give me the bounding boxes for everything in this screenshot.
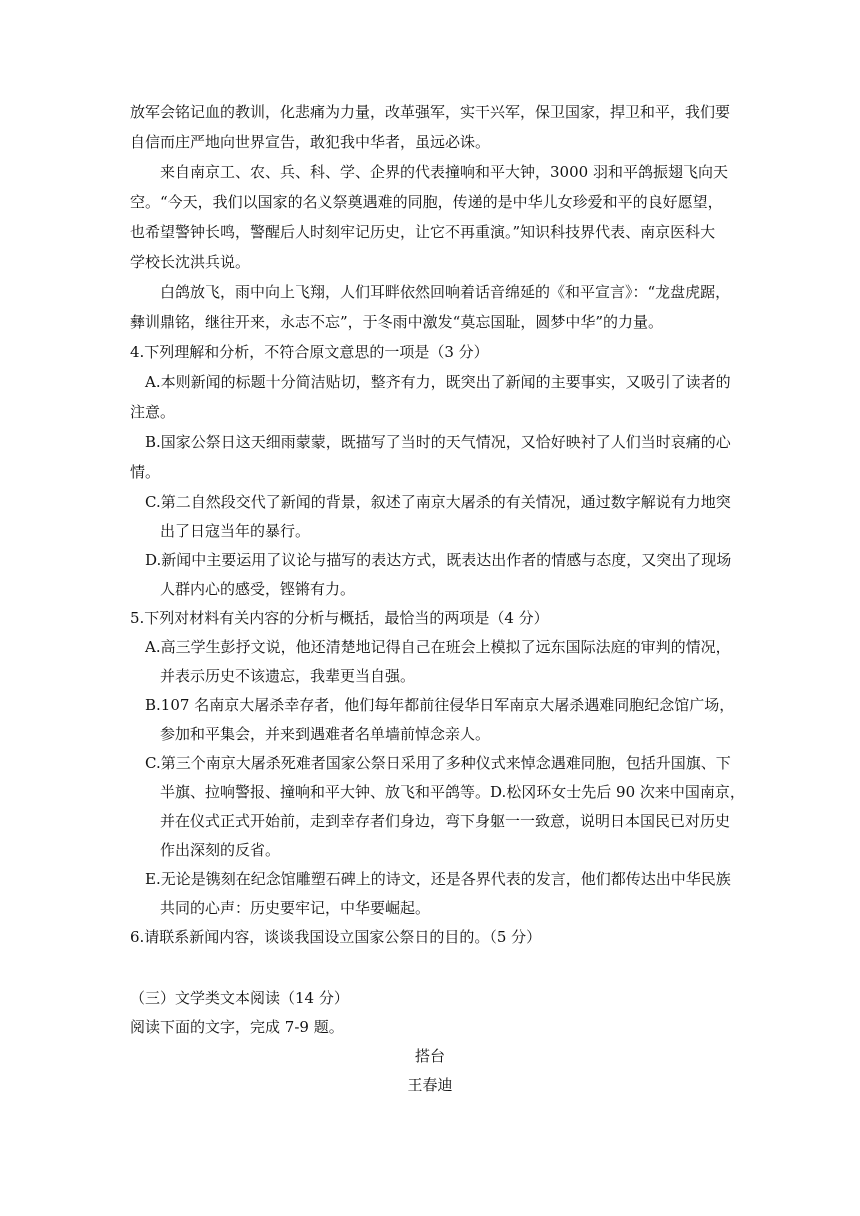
- question-5-stem: 5.下列对材料有关内容的分析与概括，最恰当的两项是（4 分）: [130, 609, 549, 627]
- passage-line: 来自南京工、农、兵、科、学、企界的代表撞响和平大钟，3000 羽和平鸽振翅飞向天: [160, 163, 728, 181]
- q5-option-e-cont: 共同的心声：历史要牢记，中华要崛起。: [160, 899, 431, 917]
- passage-line: 自信而庄严地向世界宣告，敢犯我中华者，虽远必诛。: [130, 133, 491, 151]
- q4-option-d-cont: 人群内心的感受，铿锵有力。: [160, 580, 356, 598]
- q5-option-e: E.无论是镌刻在纪念馆雕塑石碑上的诗文，还是各界代表的发言，他们都传达出中华民族: [145, 870, 731, 888]
- section-heading: （三）文学类文本阅读（14 分）: [130, 989, 349, 1007]
- q4-option-c-cont: 出了日寇当年的暴行。: [160, 522, 311, 540]
- q4-option-d: D.新闻中主要运用了议论与描写的表达方式，既表达出作者的情感与态度，又突出了现场: [145, 551, 732, 569]
- section-instruction: 阅读下面的文字，完成 7-9 题。: [130, 1018, 344, 1036]
- q5-option-b-cont: 参加和平集会，并来到遇难者名单墙前悼念亲人。: [160, 725, 491, 743]
- question-6-stem: 6.请联系新闻内容，谈谈我国设立国家公祭日的目的。（5 分）: [130, 928, 542, 946]
- q5-option-b: B.107 名南京大屠杀幸存者，他们每年都前往侵华日军南京大屠杀遇难同胞纪念馆广场，: [145, 696, 735, 714]
- q5-option-d-cont: 作出深刻的反省。: [160, 841, 281, 859]
- passage-line: 空。“今天，我们以国家的名义祭奠遇难的同胞，传递的是中华儿女珍爱和平的良好愿望，: [130, 193, 723, 211]
- q4-option-a: A.本则新闻的标题十分简洁贴切，整齐有力，既突出了新闻的主要事实，又吸引了读者的: [145, 373, 731, 391]
- q4-option-a-cont: 注意。: [130, 403, 176, 421]
- q5-option-d-cont: 并在仪式正式开始前，走到幸存者们身边，弯下身躯一一致意，说明日本国民已对历史: [160, 812, 731, 830]
- passage-line: 白鸽放飞，雨中向上飞翔，人们耳畔依然回响着话音绵延的《和平宣言》：“龙盘虎踞，: [160, 283, 731, 301]
- question-4-stem: 4.下列理解和分析，不符合原文意思的一项是（3 分）: [130, 343, 489, 361]
- q5-option-a: A.高三学生彭抒文说，他还清楚地记得自己在班会上模拟了远东国际法庭的审判的情况，: [145, 638, 731, 656]
- q4-option-b: B.国家公祭日这天细雨蒙蒙，既描写了当时的天气情况，又恰好映衬了人们当时哀痛的心: [145, 433, 731, 451]
- q4-option-c: C.第二自然段交代了新闻的背景，叙述了南京大屠杀的有关情况，通过数字解说有力地突: [145, 493, 731, 511]
- story-author: 王春迪: [407, 1076, 453, 1094]
- q5-option-c: C.第三个南京大屠杀死难者国家公祭日采用了多种仪式来悼念遇难同胞，包括升国旗、下: [145, 754, 731, 772]
- passage-line: 彝训鼎铭，继往开来，永志不忘”，于冬雨中激发“莫忘国耻，圆梦中华”的力量。: [130, 313, 664, 331]
- passage-line: 放军会铭记血的教训，化悲痛为力量，改革强军，实干兴军，保卫国家，捍卫和平，我们要: [130, 103, 731, 121]
- passage-line: 学校长沈洪兵说。: [130, 253, 251, 271]
- q4-option-b-cont: 情。: [130, 463, 161, 481]
- q5-option-c-cont: 半旗、拉响警报、撞响和平大钟、放飞和平鸽等。D.松冈环女士先后 90 次来中国南京，: [160, 783, 745, 801]
- q5-option-a-cont: 并表示历史不该遗忘，我辈更当自强。: [160, 667, 416, 685]
- passage-line: 也希望警钟长鸣，警醒后人时刻牢记历史，让它不再重演。”知识科技界代表、南京医科大: [130, 223, 716, 241]
- story-title: 搭台: [414, 1047, 445, 1065]
